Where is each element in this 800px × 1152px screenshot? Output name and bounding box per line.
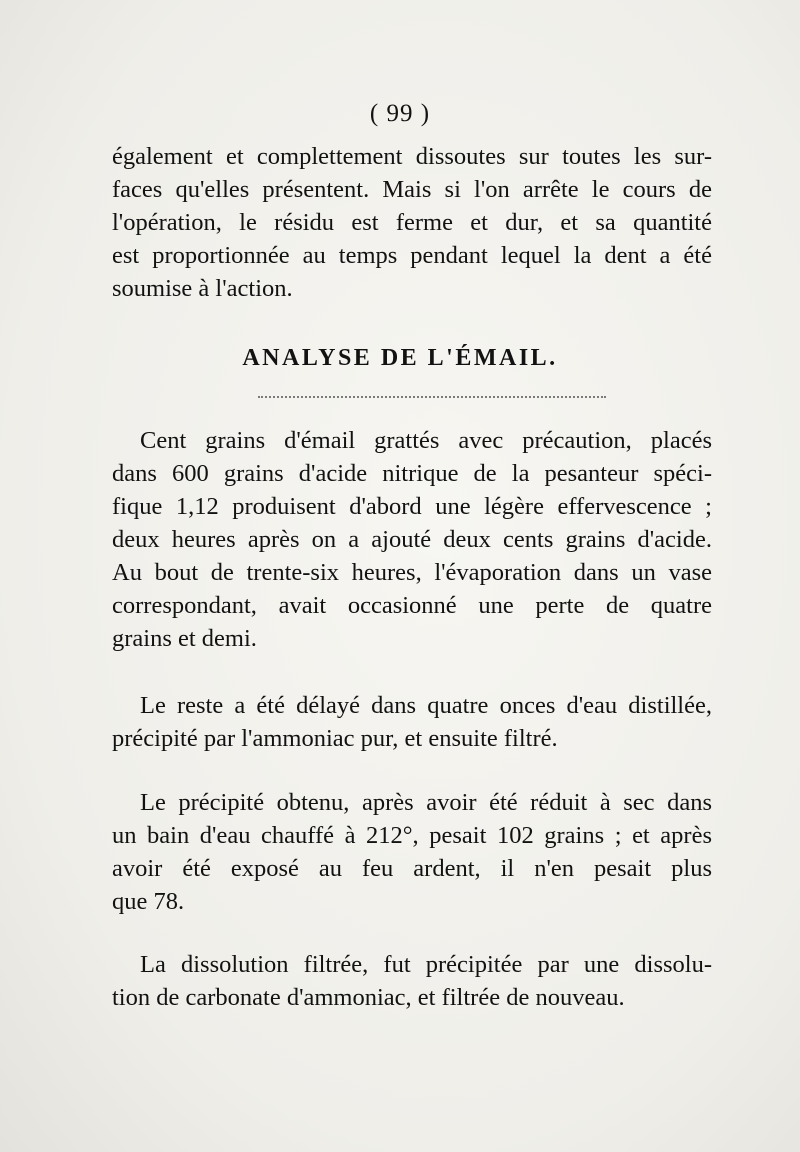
section-heading: ANALYSE DE L'ÉMAIL. [242,345,558,371]
text-line: faces qu'elles présentent. Mais si l'on arrête le cours de [112,176,712,203]
paragraph-precipitate [112,786,712,918]
text-line: soumise à l'action. [112,275,293,302]
text-line: dans 600 grains d'acide nitrique de la pesanteur spéci- [112,460,712,487]
page-number: ( 99 ) [369,100,431,127]
text-line: fique 1,12 produisent d'abord une légère effervescence ; [112,493,712,520]
text-line: avoir été exposé au feu ardent, il n'en pesait plus [112,855,712,882]
text-line: l'opération, le résidu est ferme et dur, et sa quantité [112,209,712,236]
paragraph-enamel-analysis [112,424,712,655]
text-line: que 78. [112,888,185,915]
text-line: grains et demi. [112,625,257,652]
dotted-divider [258,396,606,398]
text-line: Le précipité obtenu, après avoir été réduit à sec dans [140,789,712,816]
text-line: un bain d'eau chauffé à 212°, pesait 102 grains ; et après [112,822,712,849]
text-line: correspondant, avait occasionné une perte de quatre [112,592,712,619]
text-line: La dissolution filtrée, fut précipitée par une dissolu- [140,951,712,978]
text-line: Le reste a été délayé dans quatre onces d'eau distillée, [140,692,712,719]
text-line: tion de carbonate d'ammoniac, et filtrée de nouveau. [112,984,625,1011]
text-line: Au bout de trente-six heures, l'évaporation dans un vase [112,559,712,586]
paragraph-residue [112,689,712,755]
text-line: deux heures après on a ajouté deux cents grains d'acide. [112,526,712,553]
text-line: précipité par l'ammoniac pur, et ensuite filtré. [112,725,558,752]
text-line: Cent grains d'émail grattés avec précaution, placés [140,427,712,454]
paragraph-continuation [112,140,712,305]
paragraph-filtered-solution [112,948,712,1014]
text-line: est proportionnée au temps pendant lequel la dent a été [112,242,712,269]
text-line: également et complettement dissoutes sur toutes les sur- [112,143,712,170]
